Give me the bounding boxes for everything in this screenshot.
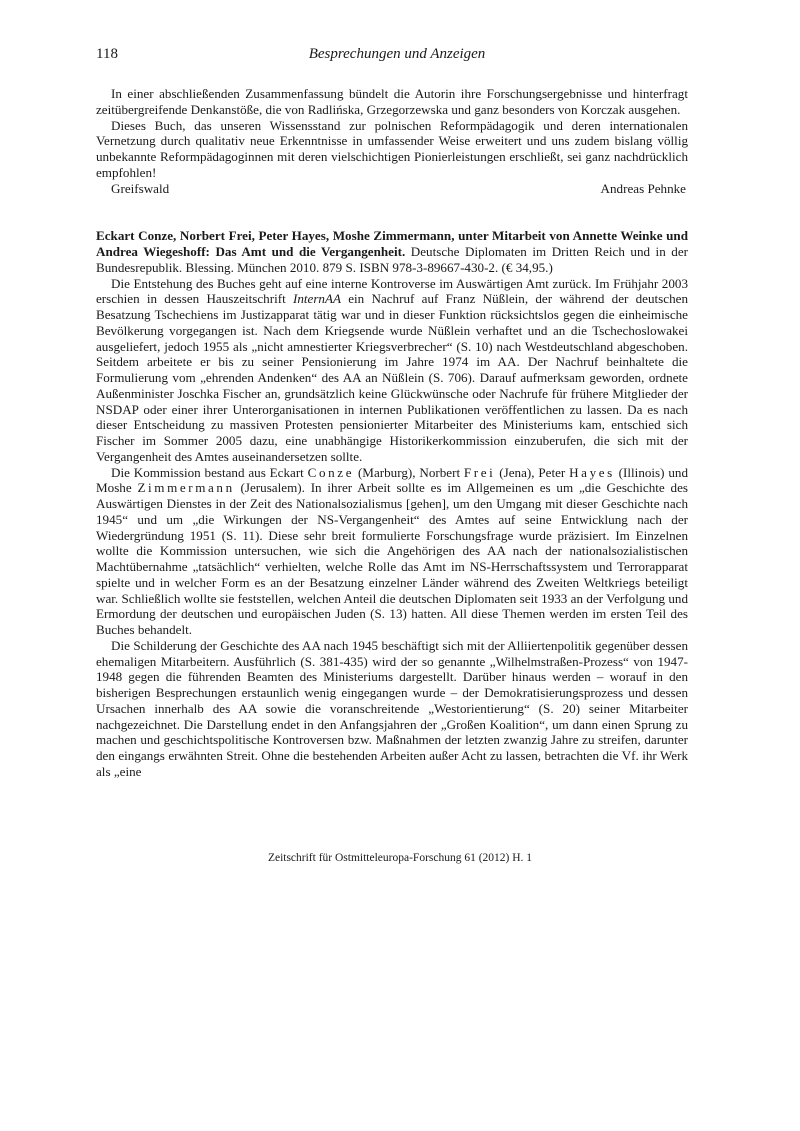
running-title: Besprechungen und Anzeigen — [308, 46, 486, 62]
page-body — [96, 86, 688, 780]
book-details: Deutsche Diplomaten im Dritten Reich und in der Bundesrepublik. Blessing. München 2010. 879 S. ISBN 978-3-89667-430-2. (€ 34,95.) — [96, 244, 688, 275]
author-name-conze: Conze — [307, 464, 355, 480]
book-authors-title: Eckart Conze, Norbert Frei, Peter Hayes, Moshe Zimmermann, unter Mitarbeit von Annette Weinke und Andrea Wiegeshoff: Das Amt und die Vergangenheit. — [96, 228, 688, 259]
author-name-zimmermann: Zimmermann — [137, 480, 235, 496]
bibliographic-entry — [96, 228, 688, 275]
text-segment: (Jerusalem). In ihrer Arbeit sollte es im Allgemeinen es um „die Geschichte des Auswärtigen Dienstes in der Zeit des Nationalsozialismus [gehen], um den Umgang mit dieser Geschichte nach 1945“ und um „die Wirkungen der NS-Vergangenheit“ des Amtes auf seine Entwicklung nach der Wiedergründung 1951 (S. 11). Diese sehr breit formulierte Forschungsfrage wurde präzisiert. Im Einzelnen wollte die Kommission untersuchen, wie sich die Angehörigen des AA nach der nationalsozialistischen Machtübernahme „tatsächlich“ verhielten, welche Rolle das Amt im NS-Herrschaftssystem und Terrorapparat spielte und in welcher Form es an der Besatzung einzelner Länder während des Zweiten Weltkriegs beteiligt war. Schließlich wollte sie feststellen, welchen Anteil die deutschen Diplomaten seit 1933 an der Verfolgung und Ermordung der deutschen und europäischen Juden (S. 13) hatten. All diese Themen werden im ersten Teil des Buches behandelt. — [96, 480, 688, 637]
page-header — [96, 46, 698, 66]
review-place: Greifswald — [111, 180, 170, 196]
paragraph: Die Schilderung der Geschichte des AA nach 1945 beschäftigt sich mit der Alliiertenpolitik gegenüber dessen ehemaligen Mitarbeitern. Ausführlich (S. 381-435) wird der so genannte „Wilhelmstraßen-Prozess“ von 1947-1948 gegen die führenden Beamten des Ministeriums dargestellt. Darüber hinaus werden – worauf in den bisherigen Besprechungen erstaunlich wenig eingegangen wurde – der Demokratisierungsprozess und dessen Ursachen innerhalb des AA sowie die voranschreitende „Westorientierung“ (S. 20) seiner Mitarbeiter nachgezeichnet. Die Darstellung endet in den Anfangsjahren der „Großen Koalition“, um dann einen Sprung zu machen und geschichtspolitische Kontroversen bzw. Maßnahmen der letzten zwanzig Jahre zu streifen, darunter den eingangs erwähnten Streit. Ohne die bestehenden Arbeiten außer Acht zu lassen, betrachten die Vf. ihr Werk als „eine — [96, 637, 688, 779]
text-segment: (Marburg), Norbert — [354, 464, 464, 480]
paragraph: In einer abschließenden Zusammenfassung bündelt die Autorin ihre Forschungsergebnisse und hinterfragt zeitübergreifende Denkanstöße, die von Radlińska, Grzegorzewska und ganz besonders von Korczak ausgehen. — [96, 86, 688, 117]
paragraph — [96, 276, 688, 465]
author-name-hayes: Hayes — [569, 464, 615, 480]
magazine-title: InternAA — [292, 291, 341, 307]
page-number: 118 — [96, 46, 118, 62]
text-segment: (Illinois) und Moshe — [96, 464, 688, 496]
author-name-frei: Frei — [463, 464, 496, 480]
text-segment: ein Nachruf auf Franz Nüßlein, der während der deutschen Besatzung Tschechiens im Justizapparat tätig war und in dieser Funktion rücksichtslos gegen die einheimische Bevölkerung vorgegangen ist. Nach dem Kriegsende wurde Nüßlein verhaftet und an die Tschechoslowakei ausgeliefert, jedoch 1955 als „nicht amnestierter Kriegsverbrecher“ (S. 10) nach Westdeutschland abgeschoben. Seitdem arbeitete er bis zu seiner Pensionierung im Jahre 1974 im AA. Der Nachruf beinhaltete die Formulierung vom „ehrenden Andenken“ des AA an Nüßlein (S. 706). Darauf aufmerksam geworden, ordnete Außenminister Joschka Fischer an, grundsätzlich keine Glückwünsche oder Nachrufe für frühere Mitglieder der NSDAP oder einer ihrer Unterorganisationen in internen Publikationen veröffentlichen zu lassen. Da es nach dieser Entscheidung zu massiven Protesten pensionierter Mitarbeiter des Ministeriums kam, entschied sich Fischer im Sommer 2005 dazu, eine unabhängige Historikerkommission einzuberufen, die sich mit der Vergangenheit des Amtes auseinandersetzen sollte. — [96, 291, 688, 464]
text-segment: Die Kommission bestand aus Eckart — [111, 464, 308, 480]
journal-footer: Zeitschrift für Ostmitteleuropa-Forschung 61 (2012) H. 1 — [267, 852, 533, 864]
paragraph — [96, 465, 688, 638]
review-1-conclusion — [96, 86, 688, 196]
reviewer-name: Andreas Pehnke — [600, 180, 686, 196]
text-segment: (Jena), Peter — [495, 464, 570, 480]
review-signoff — [96, 181, 688, 197]
paragraph: Dieses Buch, das unseren Wissensstand zur polnischen Reformpädagogik und deren internationalen Vernetzung durch qualitativ neue Erkenntnisse in umfassender Weise erweitert und uns zudem bislang völlig unbekannte Reformpädagoginnen mit deren vielschichtigen Pionierleistungen erschließt, sei ganz nachdrücklich empfohlen! — [96, 117, 688, 180]
review-2 — [96, 228, 688, 779]
text-segment: Die Entstehung des Buches geht auf eine interne Kontroverse im Auswärtigen Amt zurück. Im Frühjahr 2003 erschien in dessen Hauszeitschrift — [96, 275, 688, 307]
